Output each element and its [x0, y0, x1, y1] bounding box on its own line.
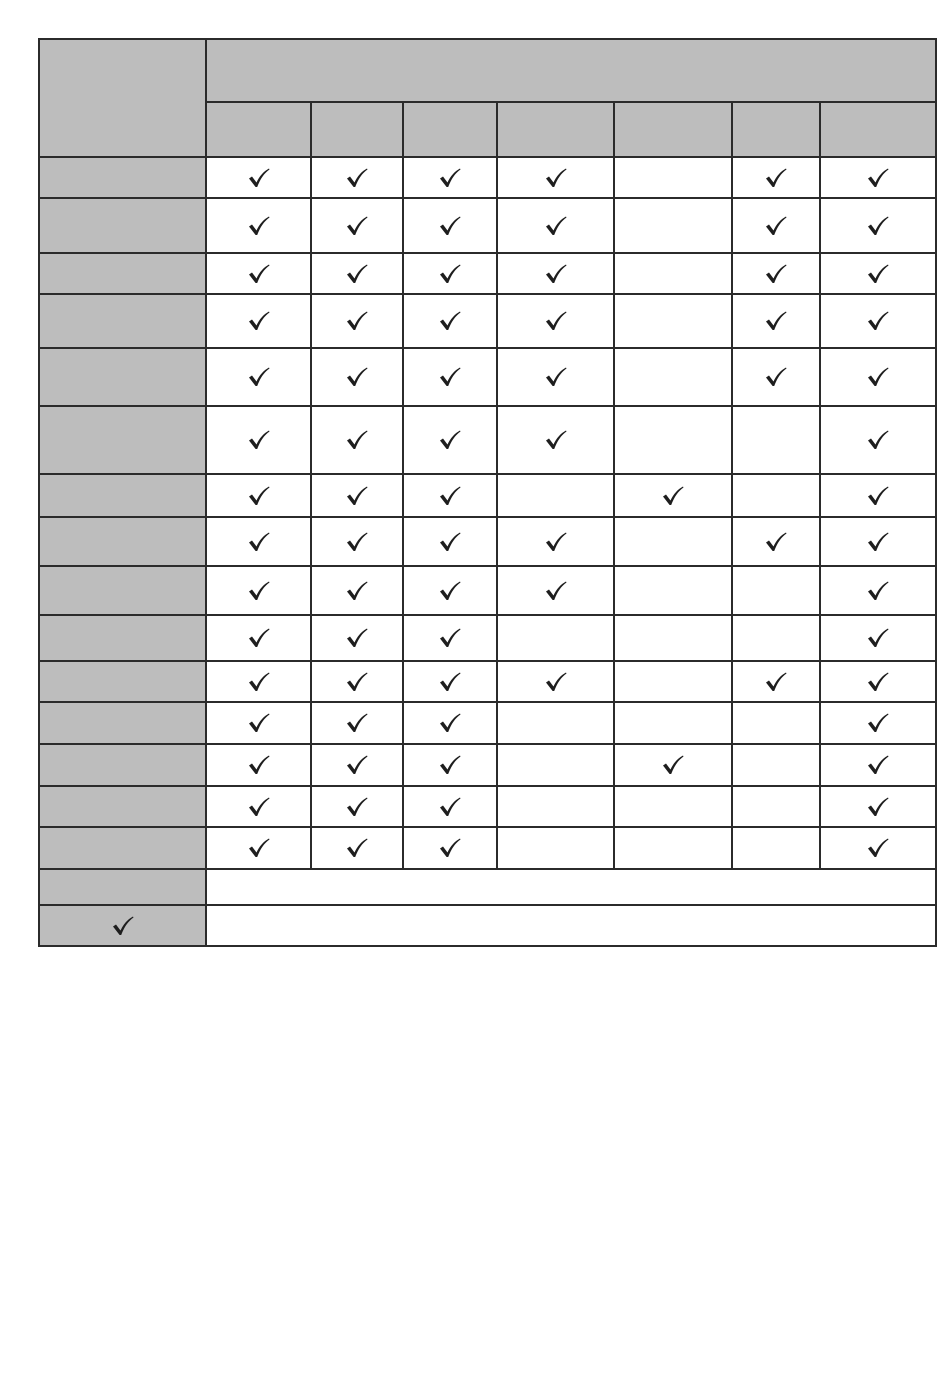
table-row: [39, 827, 936, 869]
row-label-cell: [39, 253, 206, 294]
table-cell: [497, 566, 614, 615]
row-label-cell: [39, 566, 206, 615]
table-cell: [820, 198, 936, 253]
table-cell: [614, 566, 732, 615]
table-row: [39, 615, 936, 661]
table-cell: [820, 294, 936, 348]
table-cell: [820, 406, 936, 474]
row-label-cell: [39, 348, 206, 406]
check-icon: [544, 310, 568, 332]
check-icon: [866, 310, 890, 332]
row-label-cell: [39, 157, 206, 198]
table-cell: [820, 157, 936, 198]
check-icon: [247, 167, 271, 189]
table-cell: [311, 615, 403, 661]
check-icon: [438, 366, 462, 388]
check-icon: [111, 915, 135, 937]
table-cell: [311, 253, 403, 294]
table-cell: [614, 827, 732, 869]
table-cell: [311, 744, 403, 786]
check-icon: [866, 485, 890, 507]
check-icon: [438, 310, 462, 332]
table-cell: [206, 348, 311, 406]
check-icon: [866, 215, 890, 237]
table-cell: [820, 348, 936, 406]
check-icon: [247, 837, 271, 859]
table-row: [39, 348, 936, 406]
table-cell: [403, 566, 497, 615]
table-cell: [497, 406, 614, 474]
table-cell: [614, 786, 732, 827]
table-cell: [403, 661, 497, 702]
row-label-cell: [39, 744, 206, 786]
check-icon: [866, 796, 890, 818]
row-label-cell: [39, 827, 206, 869]
table-cell: [311, 702, 403, 744]
table-cell: [497, 294, 614, 348]
row-label-cell: [39, 406, 206, 474]
table-cell: [820, 786, 936, 827]
table-cell: [206, 661, 311, 702]
table-cell: [206, 744, 311, 786]
table-cell: [206, 294, 311, 348]
check-icon: [661, 754, 685, 776]
table-row: [39, 661, 936, 702]
table-cell: [820, 517, 936, 566]
check-icon: [544, 167, 568, 189]
table-cell: [732, 474, 820, 517]
check-icon: [866, 671, 890, 693]
table-cell: [403, 157, 497, 198]
legend-symbol-cell: [39, 905, 206, 946]
table-cell: [732, 406, 820, 474]
table-cell: [614, 744, 732, 786]
check-icon: [544, 531, 568, 553]
check-icon: [866, 167, 890, 189]
table-cell: [206, 786, 311, 827]
table-cell: [311, 474, 403, 517]
table-cell: [820, 661, 936, 702]
table-row: [39, 294, 936, 348]
table-cell: [614, 406, 732, 474]
check-icon: [544, 263, 568, 285]
check-icon: [345, 263, 369, 285]
check-icon: [866, 837, 890, 859]
check-icon: [345, 366, 369, 388]
table-cell: [614, 198, 732, 253]
check-icon: [438, 712, 462, 734]
table-row: [39, 786, 936, 827]
table-cell: [732, 827, 820, 869]
row-label-cell: [39, 661, 206, 702]
table-cell: [820, 827, 936, 869]
check-icon: [764, 366, 788, 388]
table-row: [39, 566, 936, 615]
table-cell: [820, 474, 936, 517]
column-header-3: [403, 102, 497, 157]
check-icon: [345, 485, 369, 507]
row-label-cell: [39, 615, 206, 661]
table-row: [39, 702, 936, 744]
check-icon: [866, 531, 890, 553]
check-icon: [345, 754, 369, 776]
row-label-cell: [39, 517, 206, 566]
table-cell: [732, 615, 820, 661]
table-row: [39, 406, 936, 474]
check-icon: [345, 671, 369, 693]
table-cell: [614, 348, 732, 406]
table-cell: [732, 702, 820, 744]
table-cell: [820, 253, 936, 294]
table-cell: [732, 517, 820, 566]
table-cell: [614, 615, 732, 661]
table-cell: [614, 294, 732, 348]
table-cell: [206, 702, 311, 744]
footnote-label-cell: [39, 869, 206, 905]
check-icon: [345, 837, 369, 859]
check-icon: [345, 215, 369, 237]
check-icon: [866, 366, 890, 388]
check-icon: [438, 531, 462, 553]
check-icon: [764, 310, 788, 332]
legend-row: [39, 905, 936, 946]
check-icon: [764, 263, 788, 285]
check-icon: [438, 671, 462, 693]
table-cell: [311, 198, 403, 253]
table-cell: [732, 786, 820, 827]
row-label-cell: [39, 294, 206, 348]
table-cell: [206, 566, 311, 615]
check-icon: [438, 754, 462, 776]
table-cell: [403, 348, 497, 406]
table-cell: [206, 253, 311, 294]
check-icon: [247, 263, 271, 285]
table-cell: [497, 827, 614, 869]
table-cell: [403, 474, 497, 517]
table-cell: [311, 566, 403, 615]
row-label-cell: [39, 786, 206, 827]
table-cell: [403, 827, 497, 869]
table-cell: [614, 517, 732, 566]
check-icon: [345, 167, 369, 189]
check-icon: [544, 671, 568, 693]
table-cell: [497, 348, 614, 406]
check-icon: [866, 754, 890, 776]
table-cell: [311, 157, 403, 198]
table-cell: [732, 253, 820, 294]
check-icon: [438, 627, 462, 649]
table-cell: [403, 198, 497, 253]
check-icon: [345, 627, 369, 649]
table-cell: [403, 786, 497, 827]
table-cell: [497, 157, 614, 198]
table-cell: [614, 702, 732, 744]
table-row: [39, 474, 936, 517]
table-cell: [206, 474, 311, 517]
table-cell: [732, 661, 820, 702]
table-cell: [497, 615, 614, 661]
table-cell: [311, 348, 403, 406]
table-cell: [403, 406, 497, 474]
check-icon: [866, 263, 890, 285]
table-cell: [403, 253, 497, 294]
table-cell: [403, 615, 497, 661]
check-icon: [438, 796, 462, 818]
check-icon: [764, 215, 788, 237]
check-icon: [247, 712, 271, 734]
check-icon: [345, 580, 369, 602]
check-icon: [544, 580, 568, 602]
check-icon: [247, 671, 271, 693]
check-icon: [661, 485, 685, 507]
check-icon: [544, 215, 568, 237]
table-cell: [497, 744, 614, 786]
check-icon: [247, 310, 271, 332]
table-cell: [497, 702, 614, 744]
check-icon: [345, 310, 369, 332]
table-cell: [614, 474, 732, 517]
check-icon: [866, 580, 890, 602]
footnote-text-cell: [206, 869, 936, 905]
table-row: [39, 253, 936, 294]
table-cell: [497, 786, 614, 827]
row-label-cell: [39, 198, 206, 253]
legend-text-cell: [206, 905, 936, 946]
table-cell: [732, 157, 820, 198]
check-icon: [438, 485, 462, 507]
check-icon: [247, 754, 271, 776]
column-header-1: [206, 102, 311, 157]
column-header-2: [311, 102, 403, 157]
check-icon: [247, 796, 271, 818]
check-icon: [345, 429, 369, 451]
check-icon: [345, 796, 369, 818]
table-cell: [403, 294, 497, 348]
table-cell: [820, 702, 936, 744]
table-cell: [206, 406, 311, 474]
table-cell: [206, 615, 311, 661]
table-cell: [206, 517, 311, 566]
check-icon: [866, 627, 890, 649]
check-icon: [438, 263, 462, 285]
check-icon: [438, 837, 462, 859]
column-header-5: [614, 102, 732, 157]
table-cell: [311, 827, 403, 869]
check-icon: [247, 485, 271, 507]
table-cell: [311, 406, 403, 474]
table-cell: [614, 253, 732, 294]
table-cell: [732, 294, 820, 348]
group-header-cell: [206, 39, 936, 102]
table-cell: [497, 661, 614, 702]
column-header-6: [732, 102, 820, 157]
footnote-row: [39, 869, 936, 905]
table-cell: [614, 157, 732, 198]
column-header-4: [497, 102, 614, 157]
table-cell: [820, 615, 936, 661]
table-cell: [732, 744, 820, 786]
row-label-cell: [39, 474, 206, 517]
table-cell: [403, 517, 497, 566]
table-cell: [497, 198, 614, 253]
check-icon: [438, 429, 462, 451]
table-cell: [497, 474, 614, 517]
table-cell: [732, 198, 820, 253]
table-cell: [403, 702, 497, 744]
check-icon: [247, 531, 271, 553]
check-icon: [345, 712, 369, 734]
compatibility-table: [38, 38, 937, 947]
table-cell: [732, 348, 820, 406]
check-icon: [764, 167, 788, 189]
check-icon: [764, 671, 788, 693]
table-row: [39, 198, 936, 253]
check-icon: [247, 580, 271, 602]
table-cell: [497, 517, 614, 566]
table-cell: [311, 786, 403, 827]
table-row: [39, 744, 936, 786]
table-cell: [206, 827, 311, 869]
column-header-7: [820, 102, 936, 157]
check-icon: [438, 215, 462, 237]
check-icon: [866, 429, 890, 451]
table-cell: [732, 566, 820, 615]
table-cell: [311, 661, 403, 702]
check-icon: [438, 167, 462, 189]
table-cell: [820, 566, 936, 615]
table-cell: [206, 198, 311, 253]
table-cell: [311, 517, 403, 566]
table-row: [39, 517, 936, 566]
check-icon: [247, 627, 271, 649]
check-icon: [544, 429, 568, 451]
check-icon: [247, 429, 271, 451]
check-icon: [544, 366, 568, 388]
table-cell: [403, 744, 497, 786]
check-icon: [247, 215, 271, 237]
check-icon: [438, 580, 462, 602]
table-cell: [497, 253, 614, 294]
check-icon: [345, 531, 369, 553]
table-cell: [206, 157, 311, 198]
corner-header-cell: [39, 39, 206, 157]
check-icon: [866, 712, 890, 734]
table-cell: [614, 661, 732, 702]
row-label-cell: [39, 702, 206, 744]
check-icon: [764, 531, 788, 553]
check-icon: [247, 366, 271, 388]
table-cell: [820, 744, 936, 786]
table-row: [39, 157, 936, 198]
table-cell: [311, 294, 403, 348]
